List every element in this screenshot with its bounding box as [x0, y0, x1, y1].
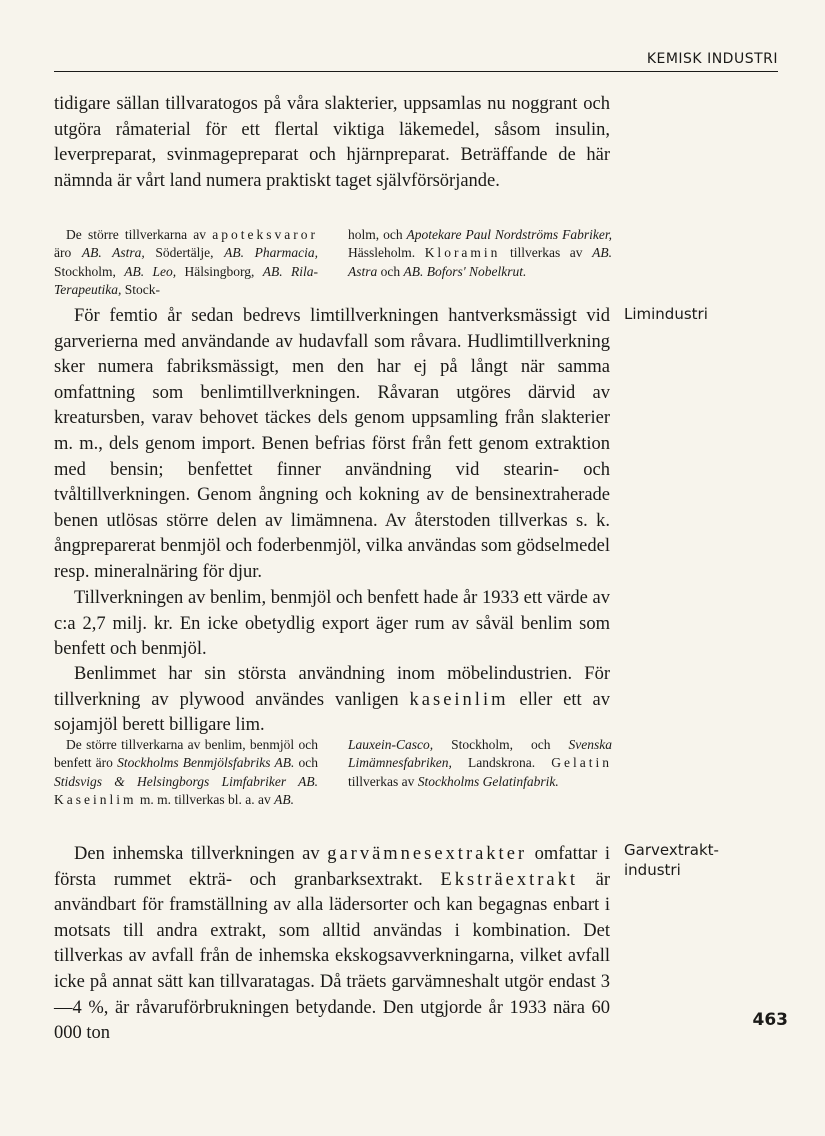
margin-heading-garvextraktindustri: Garvextrakt- industri	[624, 841, 719, 879]
spaced-term: Kaseinlim	[54, 792, 137, 808]
margin-heading-limindustri: Limindustri	[624, 305, 708, 323]
spaced-term: garvämnesextrakter	[327, 844, 528, 864]
spaced-term: kaseinlim	[409, 689, 509, 710]
company-name: Stockholms Gelatinfabrik.	[417, 773, 559, 789]
paragraph-limindustri-1: För femtio år sedan bedrevs limtillverkningen hantverksmässigt vid garverierna med användande av hudavfall som råvara. Hudlimtillverkning sker numera fabriksmässigt, men den har ej på långt när samma omfattning som benlimtillverkningen. Råvaran utgöres därvid av kreatursben, varav behovet täckes dels genom uppsamling från slakterier m. m., dels genom import. Benen befrias först från fett genom extraktion med bensin; benfettet finner användning vid stearin- och tvåltillverkningen. Genom ångning och kokning av de bensinextraherade benen utlösas större delen av limämnena. Av återstoden tillverkas s. k. ångpreparerat benmjöl och foderbenmjöl, vilka användas som gödselmedel resp. mineralnäring för djur.	[54, 306, 610, 582]
paragraph-continuation: tidigare sällan tillvaratogos på våra slakterier, uppsamlas nu noggrant och utgöra råmaterial för ett flertal viktiga läkemedel, såsom insulin, leverpreparat, svinmagepreparat och hjärnpreparat. Beträffande de här nämnda är vårt land numera praktiskt taget självförsörjande.	[54, 94, 610, 191]
footnote-column-left: De större tillverkarna av benlim, benmjöl och benfett äro Stockholms Benmjölsfabriks AB. och Stidsvigs & Helsingborgs Limfabriker AB. Kaseinlim m. m. tillverkas bl. a. av AB.	[54, 737, 319, 808]
footnote-column-right: holm, och Apotekare Paul Nordströms Fabriker, Hässleholm. Kloramin tillverkas av AB. Astra och AB. Bofors' Nobelkrut.	[348, 227, 612, 279]
company-name: Stidsvigs & Helsingborgs Limfabriker AB.	[54, 773, 318, 789]
company-name: Stockholms Benmjölsfabriks AB.	[117, 755, 295, 771]
company-name: AB. Pharmacia,	[224, 245, 318, 261]
paragraph-limindustri-2: Tillverkningen av benlim, benmjöl och benfett hade år 1933 ett värde av c:a 2,7 milj. kr. En icke obetydlig export äger rum av såväl benlim som benfett och benmjöl.	[54, 588, 610, 660]
spaced-term: Kloramin	[424, 245, 501, 261]
company-name: AB. Astra	[348, 245, 612, 279]
company-name: AB.	[274, 792, 294, 808]
footnote-benlim	[54, 736, 612, 810]
footnote-apoteksvaror	[54, 226, 612, 300]
company-name: AB. Bofors' Nobelkrut.	[403, 263, 527, 279]
header-rule	[54, 71, 778, 72]
footnote-column-left: De större tillverkarna av apoteksvaror äro AB. Astra, Södertälje, AB. Pharmacia, Stockholm, AB. Leo, Hälsingborg, AB. Rila-Terapeutika, Stock-	[54, 227, 318, 298]
company-name: AB. Leo,	[124, 263, 177, 279]
spaced-term: Gelatin	[551, 755, 612, 771]
running-title: KEMISK INDUSTRI	[646, 51, 778, 67]
paragraph-garvextrakt: Den inhemska tillverkningen av garvämnesextrakter omfattar i första rummet ekträ- och granbarksextrakt. Eksträextrakt är användbart för framställning av alla lädersorter och kan begagnas enbart i motsats till andra extrakt, som alltid användas i kombination. Det tillverkas av avfall från de inhemska ekskogsavverkningarna, vilket avfall icke på annat sätt kan tillvaratagas. Då träets garvämneshalt utgör endast 3—4 %, är råvaruförbrukningen betydande. Den utgjorde år 1933 nära 60 000 ton	[54, 844, 610, 1044]
company-name: AB. Rila-Terapeutika,	[54, 263, 318, 298]
company-name: AB. Astra,	[81, 245, 145, 261]
company-name: Svenska Limämnesfabriken,	[348, 737, 612, 771]
paragraph-limindustri-3: Benlimmet har sin största användning inom möbelindustrien. För tillverkning av plywood användes vanligen kaseinlim eller ett av sojamjöl berett billigare lim.	[54, 664, 610, 736]
spaced-term: Eksträextrakt	[440, 869, 579, 890]
page-number: 463	[752, 1010, 788, 1030]
company-name: Lauxein-Casco,	[348, 737, 434, 752]
spaced-term: apoteksvaror	[212, 227, 318, 242]
footnote-column-right: Lauxein-Casco, Stockholm, och Svenska Limämnesfabriken, Landskrona. Gelatin tillverkas av Stockholms Gelatinfabrik.	[348, 737, 612, 789]
company-name: Apotekare Paul Nordströms Fabriker,	[406, 227, 612, 242]
